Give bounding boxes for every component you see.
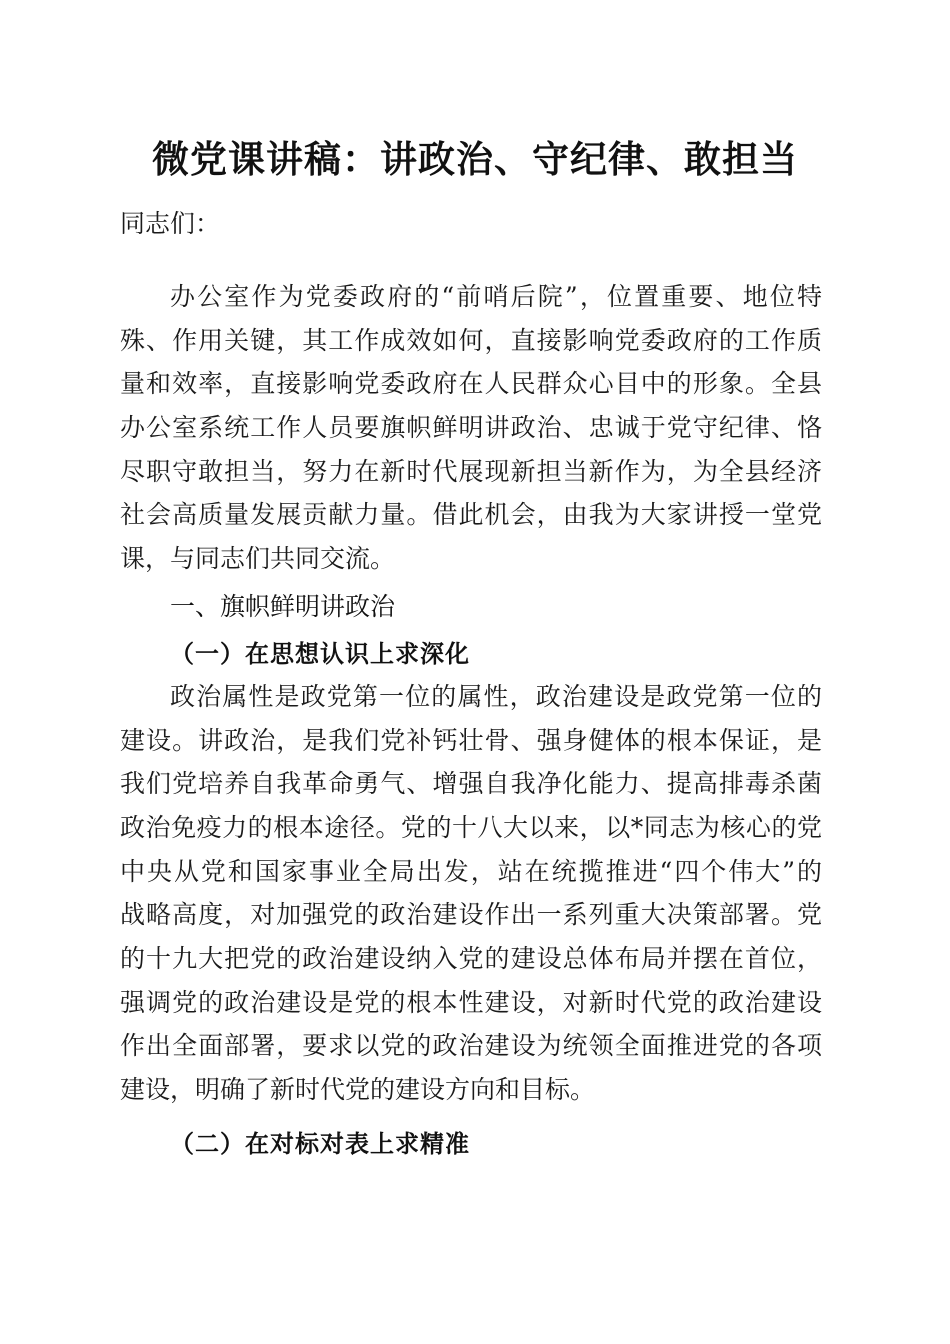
document-title: 微党课讲稿：讲政治、守纪律、敢担当: [152, 137, 798, 181]
intro-line: 量和效率，直接影响党委政府在人民群众心目中的形象。全县: [120, 369, 822, 398]
intro-line: 社会高质量发展贡献力量。借此机会，由我为大家讲授一堂党: [120, 500, 822, 529]
intro-line: 课，与同志们共同交流。: [120, 544, 396, 573]
body-line: 中央从党和国家事业全局出发，站在统揽推进“四个伟大”的: [120, 857, 822, 886]
intro-line: 办公室系统工作人员要旗帜鲜明讲政治、忠诚于党守纪律、恪: [120, 413, 822, 442]
body-line: 建设，明确了新时代党的建设方向和目标。: [120, 1075, 596, 1104]
section-heading: 一、旗帜鲜明讲政治: [170, 592, 396, 621]
body-line: 我们党培养自我革命勇气、增强自我净化能力、提高排毒杀菌: [120, 769, 822, 798]
body-line: 强调党的政治建设是党的根本性建设，对新时代党的政治建设: [120, 988, 822, 1017]
body-line: 政治属性是政党第一位的属性，政治建设是政党第一位的: [170, 682, 822, 711]
body-line: 政治免疫力的根本途径。党的十八大以来，以*同志为核心的党: [120, 813, 822, 842]
salutation: 同志们：: [120, 209, 221, 238]
intro-line: 办公室作为党委政府的“前哨后院”，位置重要、地位特: [170, 282, 822, 311]
body-line: 的十九大把党的政治建设纳入党的建设总体布局并摆在首位，: [120, 944, 822, 973]
subsection-heading: （二）在对标对表上求精准: [170, 1129, 470, 1158]
subsection-heading: （一）在思想认识上求深化: [170, 639, 470, 668]
body-line: 战略高度，对加强党的政治建设作出一系列重大决策部署。党: [120, 900, 822, 929]
body-line: 作出全面部署，要求以党的政治建设为统领全面推进党的各项: [120, 1031, 822, 1060]
intro-line: 尽职守敢担当，努力在新时代展现新担当新作为，为全县经济: [120, 457, 822, 486]
intro-line: 殊、作用关键，其工作成效如何，直接影响党委政府的工作质: [120, 326, 822, 355]
body-line: 建设。讲政治，是我们党补钙壮骨、强身健体的根本保证，是: [120, 726, 822, 755]
